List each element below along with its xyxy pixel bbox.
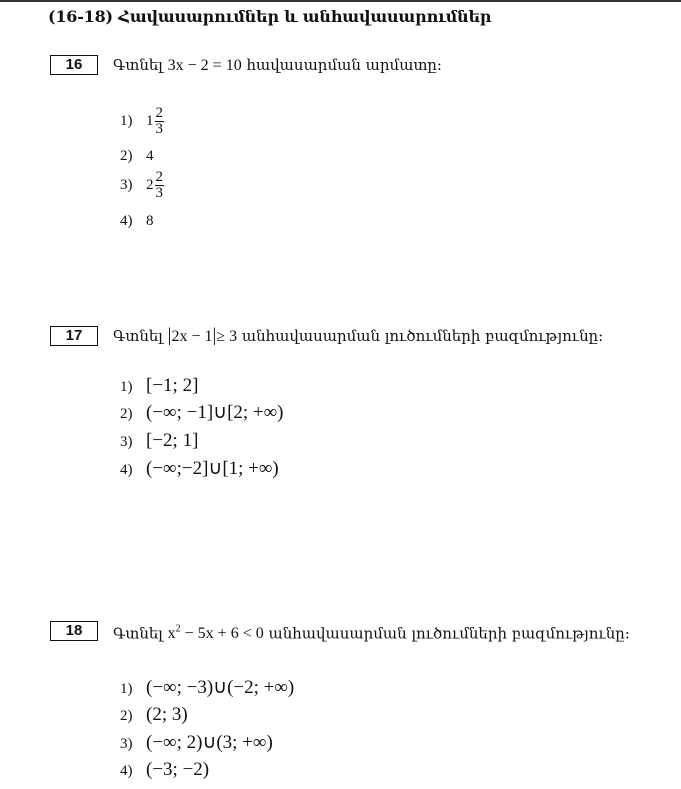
inequality-relation: ≥ 3 [216, 328, 238, 345]
option-value: [−1; 2] [146, 375, 199, 396]
equation: 3x − 2 = 10 [167, 57, 242, 74]
expr-rest: − 5x + 6 < 0 [180, 625, 264, 643]
option-label: 4) [120, 763, 133, 779]
option-label: 1) [120, 379, 133, 395]
option-label: 2) [120, 406, 133, 422]
expr-base: x [167, 625, 176, 643]
expr-exponent: 2 [175, 624, 181, 635]
option-value: (−3; −2) [146, 759, 210, 780]
question-number-box: 18 [50, 621, 98, 641]
answer-option[interactable] [120, 733, 273, 752]
answer-option[interactable] [120, 403, 284, 422]
answer-option[interactable] [120, 678, 294, 697]
question-prefix: Գտնել [113, 327, 163, 345]
option-value: [−2; 1] [146, 430, 199, 451]
answer-option[interactable] [120, 376, 198, 395]
question-suffix: անհավասարման լուծումների բազմությունը: [241, 327, 604, 345]
top-border [0, 0, 681, 2]
answer-option[interactable] [120, 705, 188, 724]
option-value: (−∞; 2)∪(3; +∞) [146, 732, 273, 753]
mixed-whole: 2 [146, 176, 154, 193]
fraction [155, 170, 165, 201]
question-text [113, 325, 603, 347]
answer-option[interactable] [120, 431, 198, 450]
answer-option[interactable] [120, 760, 209, 779]
question-suffix: հավասարման արմատը: [246, 56, 442, 74]
question-text [113, 624, 630, 643]
numerator: 2 [155, 169, 163, 185]
option-value: (−∞; −3)∪(−2; +∞) [146, 677, 295, 698]
question-prefix: Գտնել [113, 56, 163, 74]
question-number-box: 16 [50, 55, 98, 75]
option-label: 1) [120, 681, 133, 697]
answer-option[interactable] [120, 213, 154, 230]
mixed-whole: 1 [146, 112, 154, 129]
option-value: 4 [146, 148, 154, 164]
denominator: 3 [155, 185, 163, 201]
abs-expression: 2x − 1 [171, 328, 213, 345]
abs-bar-right: | [212, 325, 217, 346]
section-title: (16-18) Հավասարումներ և անհավասարումներ [48, 7, 492, 26]
answer-option[interactable] [120, 148, 154, 165]
option-label: 4) [120, 213, 133, 229]
option-value: (−∞;−2]∪[1; +∞) [146, 458, 279, 479]
answer-option[interactable] [120, 106, 164, 137]
option-value: 8 [146, 213, 154, 229]
denominator: 3 [155, 121, 163, 137]
question-prefix: Գտնել [113, 624, 163, 643]
abs-bar-left: | [167, 325, 172, 346]
answer-option[interactable] [120, 459, 279, 478]
option-label: 2) [120, 148, 133, 164]
numerator: 2 [155, 105, 163, 121]
fraction [155, 106, 165, 137]
option-label: 3) [120, 434, 133, 450]
question-suffix: անհավասարման լուծումների բազմությունը: [268, 624, 630, 643]
option-label: 3) [120, 176, 133, 193]
question-number-box: 17 [50, 326, 98, 346]
answer-option[interactable] [120, 170, 164, 201]
option-label: 4) [120, 462, 133, 478]
question-text [113, 56, 442, 75]
option-label: 1) [120, 112, 133, 129]
option-value: (−∞; −1]∪[2; +∞) [146, 402, 284, 423]
option-label: 3) [120, 736, 133, 752]
option-value: (2; 3) [146, 704, 188, 725]
option-label: 2) [120, 708, 133, 724]
